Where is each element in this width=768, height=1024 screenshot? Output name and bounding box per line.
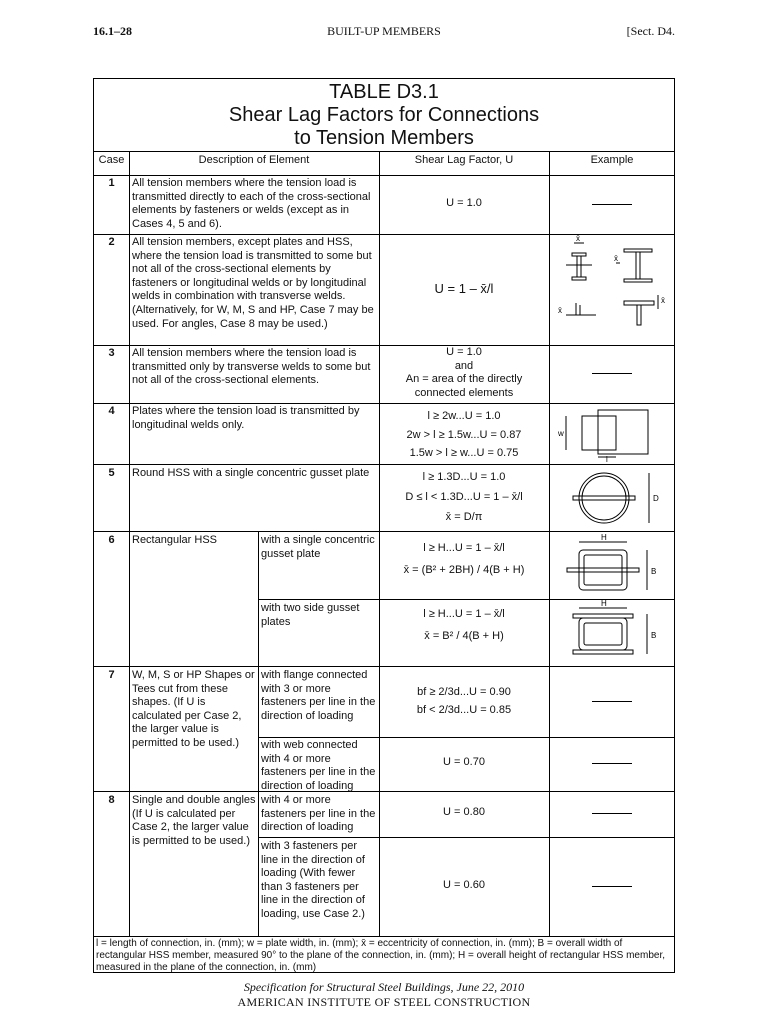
description-case-6: Rectangular HSS (132, 534, 217, 546)
factor-case-5-line3: x̄ = D/π (445, 511, 483, 523)
factor-case-7a-line2: bf < 2/3d...U = 0.85 (416, 704, 512, 716)
factor-case-3 (379, 346, 549, 400)
case-3: 3 (108, 347, 115, 359)
factor-case-7b: U = 0.70 (443, 756, 485, 768)
case-6: 6 (108, 534, 115, 546)
section-reference: [Sect. D4. (626, 24, 675, 38)
table-footnote: l = length of connection, in. (mm); w = plate width, in. (mm); x̄ = eccentricity of connection, in. (mm); B = overall width of rectangular HSS member, measured 90° to the plane of the connection, in. (mm); H = overall height of rectangular HSS member, measured in the plane of the connection, in. (mm) (96, 938, 666, 973)
page-number: 16.1–28 (93, 24, 132, 38)
factor-case-6b-line1: l ≥ H...U = 1 – x̄/l (423, 608, 505, 620)
table-title (94, 81, 674, 150)
case-1: 1 (108, 177, 115, 189)
table-title-line1: TABLE D3.1 (329, 81, 439, 103)
factor-case-3-line1: U = 1.0 (446, 346, 482, 358)
label-D: D (653, 494, 659, 503)
table-title-line3: to Tension Members (294, 127, 474, 149)
col-header-factor: Shear Lag Factor, U (414, 154, 514, 166)
factor-case-8a: U = 0.80 (443, 806, 485, 818)
example-case-2-sections (554, 235, 674, 343)
detail-case-7b: with web connected with 4 or more fasteners per line in the direction of loading (261, 739, 376, 792)
factor-case-4-line1: l ≥ 2w...U = 1.0 (427, 410, 501, 422)
label-H-6a: H (601, 534, 607, 542)
example-dash-case-7b (592, 763, 632, 764)
factor-case-4 (379, 407, 549, 463)
col-header-example: Example (590, 154, 634, 166)
label-B-6a: B (651, 567, 657, 576)
example-case-6a-rect-hss (559, 534, 671, 598)
case-8: 8 (108, 794, 115, 806)
col-header-case: Case (98, 154, 125, 166)
label-xbar-angle: x̄ (558, 306, 562, 315)
description-case-2: All tension members, except plates and HSS, where the tension load is transmitted to some but not all of the cross-sectional elements by fasteners or longitudinal welds or by longitudinal welds in combination with transverse welds. (Alternatively, for W, M, S and HP, Case 7 may be used. For angles, Case 8 may be used.) (132, 236, 374, 330)
description-case-7: W, M, S or HP Shapes or Tees cut from these shapes. (If U is calculated per Case 2, the larger value is permitted to be used.) (132, 669, 255, 749)
factor-case-5-line1: l ≥ 1.3D...U = 1.0 (422, 471, 506, 483)
factor-case-6a-line2: x̄ = (B² + 2BH) / 4(B + H) (403, 564, 525, 576)
detail-case-6a: with a single concentric gusset plate (261, 534, 375, 560)
factor-case-3-line4: connected elements (414, 386, 514, 399)
section-title: BUILT-UP MEMBERS (327, 24, 441, 38)
page-header (93, 24, 675, 42)
factor-case-3-line3: An = area of the directly (405, 373, 523, 385)
table-title-line2: Shear Lag Factors for Connections (228, 104, 540, 126)
factor-case-7a-line1: bf ≥ 2/3d...U = 0.90 (417, 686, 511, 698)
label-xbar-tee: x̄ (661, 296, 665, 305)
label-xbar-top: x̄ (576, 235, 580, 243)
factor-case-3-line2: and (454, 359, 474, 372)
page-footer (0, 980, 768, 1010)
example-case-6b-rect-hss (559, 600, 671, 664)
detail-case-8a: with 4 or more fasteners per line in the direction of loading (261, 794, 376, 834)
example-dash-case-8a (592, 813, 632, 814)
detail-case-6b: with two side gusset plates (261, 602, 360, 628)
shear-lag-table (93, 78, 675, 973)
label-w: w (558, 429, 564, 438)
factor-case-6a (379, 537, 549, 581)
description-case-3: All tension members where the tension load is transmitted only by transverse welds to some but not all of the cross-sectional elements. (132, 347, 371, 387)
label-xbar-side: x̄ (614, 254, 618, 263)
factor-case-5-line2: D ≤ l < 1.3D...U = 1 – x̄/l (405, 491, 523, 503)
factor-case-5 (379, 467, 549, 527)
case-4: 4 (108, 405, 115, 417)
factor-case-7a (379, 683, 549, 719)
factor-case-6b-line2: x̄ = B² / 4(B + H) (424, 630, 504, 642)
example-dash-case-3 (592, 373, 632, 374)
col-header-description: Description of Element (198, 154, 310, 166)
footer-institute-line: AMERICAN INSTITUTE OF STEEL CONSTRUCTION (237, 995, 531, 1009)
factor-case-4-line2: 2w > l ≥ 1.5w...U = 0.87 (406, 428, 522, 441)
example-case-4-plate (554, 406, 674, 462)
detail-case-7a: with flange connected with 3 or more fasteners per line in the direction of loading (261, 669, 376, 722)
footer-spec-line: Specification for Structural Steel Buildings, June 22, 2010 (243, 980, 525, 994)
label-B-6b: B (651, 631, 657, 640)
case-2: 2 (108, 236, 115, 248)
factor-case-6b (379, 603, 549, 647)
label-l: l (606, 455, 608, 462)
factor-case-4-line3: 1.5w > l ≥ w...U = 0.75 (409, 447, 519, 459)
example-case-5-round-hss (559, 467, 671, 529)
description-case-8: Single and double angles (If U is calculated per Case 2, the larger value is permitted to be used.) (132, 794, 256, 847)
case-7: 7 (108, 669, 115, 681)
factor-case-6a-line1: l ≥ H...U = 1 – x̄/l (423, 542, 505, 554)
description-case-4: Plates where the tension load is transmitted by longitudinal welds only. (132, 405, 360, 431)
factor-case-1: U = 1.0 (446, 197, 482, 209)
example-dash-case-1 (592, 204, 632, 205)
detail-case-8b: with 3 fasteners per line in the direction of loading (With fewer than 3 fasteners per line in the direction of loading, use Case 2.) (261, 840, 365, 920)
example-dash-case-8b (592, 886, 632, 887)
example-dash-case-7a (592, 701, 632, 702)
factor-case-8b: U = 0.60 (443, 879, 485, 891)
case-5: 5 (108, 467, 115, 479)
description-case-1: All tension members where the tension load is transmitted directly to each of the cross-sectional elements by fasteners or welds (except as in Cases 4, 5 and 6). (132, 177, 371, 230)
factor-case-2: U = 1 – x̄/l (434, 281, 494, 296)
label-H-6b: H (601, 600, 607, 608)
description-case-5: Round HSS with a single concentric gusset plate (132, 467, 370, 479)
